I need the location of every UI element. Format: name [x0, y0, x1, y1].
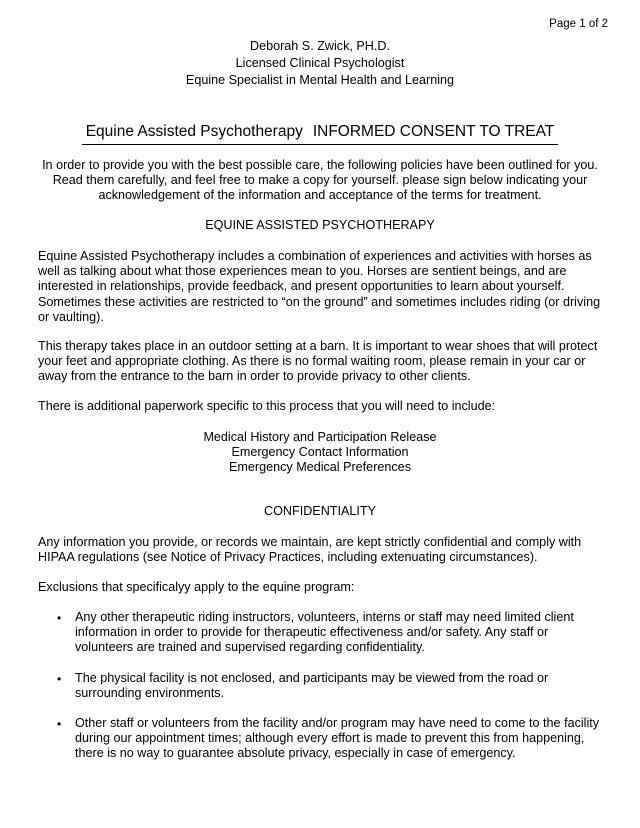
psychologist-name: Deborah S. Zwick, PH.D. [250, 39, 390, 53]
page-number: Page 1 of 2 [549, 18, 608, 30]
title-left: Equine Assisted Psychotherapy [85, 123, 303, 140]
bullet-icon: • [57, 671, 62, 686]
license-line: Licensed Clinical Psychologist [235, 56, 405, 70]
exclusion-item [38, 716, 608, 762]
letterhead [0, 38, 640, 89]
exclusions-list [38, 610, 608, 777]
exclusion-text: The physical facility is not enclosed, and participants may be viewed from the road or surrounding environments. [75, 670, 549, 700]
exclusion-item [38, 610, 608, 656]
exclusion-text: Any other therapeutic riding instructors, volunteers, interns or staff may need limited client information in order to provide for therapeutic effectiveness and/or safety. Any staff or volunteers are trained and supervised regarding confidentiality. [75, 610, 574, 655]
form-item: Emergency Medical Preferences [229, 460, 411, 475]
bullet-icon: • [57, 611, 62, 625]
paperwork-paragraph: There is additional paperwork specific to this process that you will need to include: [38, 399, 496, 413]
bullet-icon: • [57, 717, 62, 732]
section-heading-equine: EQUINE ASSISTED PSYCHOTHERAPY [205, 218, 435, 232]
intro-paragraph: In order to provide you with the best possible care, the following policies have been outlined for you. Read them carefully, and feel free to make a copy for yourself. please sign below indicating your acknowledgement of the information and acceptance of the terms for treatment. [42, 158, 598, 203]
confidentiality-paragraph: Any information you provide, or records we maintain, are kept strictly confidential and comply with HIPAA regulations (see Notice of Privacy Practices, including extenuating circumstances). [38, 535, 582, 565]
exclusion-text: Other staff or volunteers from the facility and/or program may have need to come to the facility during our appointment times; although every effort is made to prevent this from happening, there is no way to guarantee absolute privacy, especially in case of emergency. [75, 716, 600, 761]
setting-paragraph: This therapy takes place in an outdoor setting at a barn. It is important to wear shoes that will protect your feet and appropriate clothing. As there is no formal waiting room, please remain in your car or away from the entrance to the barn in order to provide privacy to other clients. [38, 339, 598, 384]
document-title [82, 122, 559, 145]
equine-description-paragraph: Equine Assisted Psychotherapy includes a combination of experiences and activities with horses as well as talking about what those experiences mean to you. Horses are sentient beings, and are interested in relationships, provide feedback, and present opportunities to learn about yourself. Sometimes these activities are restricted to “on the ground” and sometimes includes riding (or driving or vaulting). [38, 249, 601, 324]
exclusion-item [38, 671, 608, 701]
section-heading-confidentiality: CONFIDENTIALITY [264, 504, 376, 518]
form-item: Emergency Contact Information [231, 445, 409, 460]
title-right: INFORMED CONSENT TO TREAT [312, 123, 555, 140]
required-forms-list [0, 430, 640, 476]
form-item: Medical History and Participation Release [203, 430, 437, 444]
exclusions-intro: Exclusions that specificalyy apply to the equine program: [38, 580, 355, 594]
specialty-line: Equine Specialist in Mental Health and Learning [185, 73, 455, 87]
document-title-wrap [0, 122, 640, 145]
